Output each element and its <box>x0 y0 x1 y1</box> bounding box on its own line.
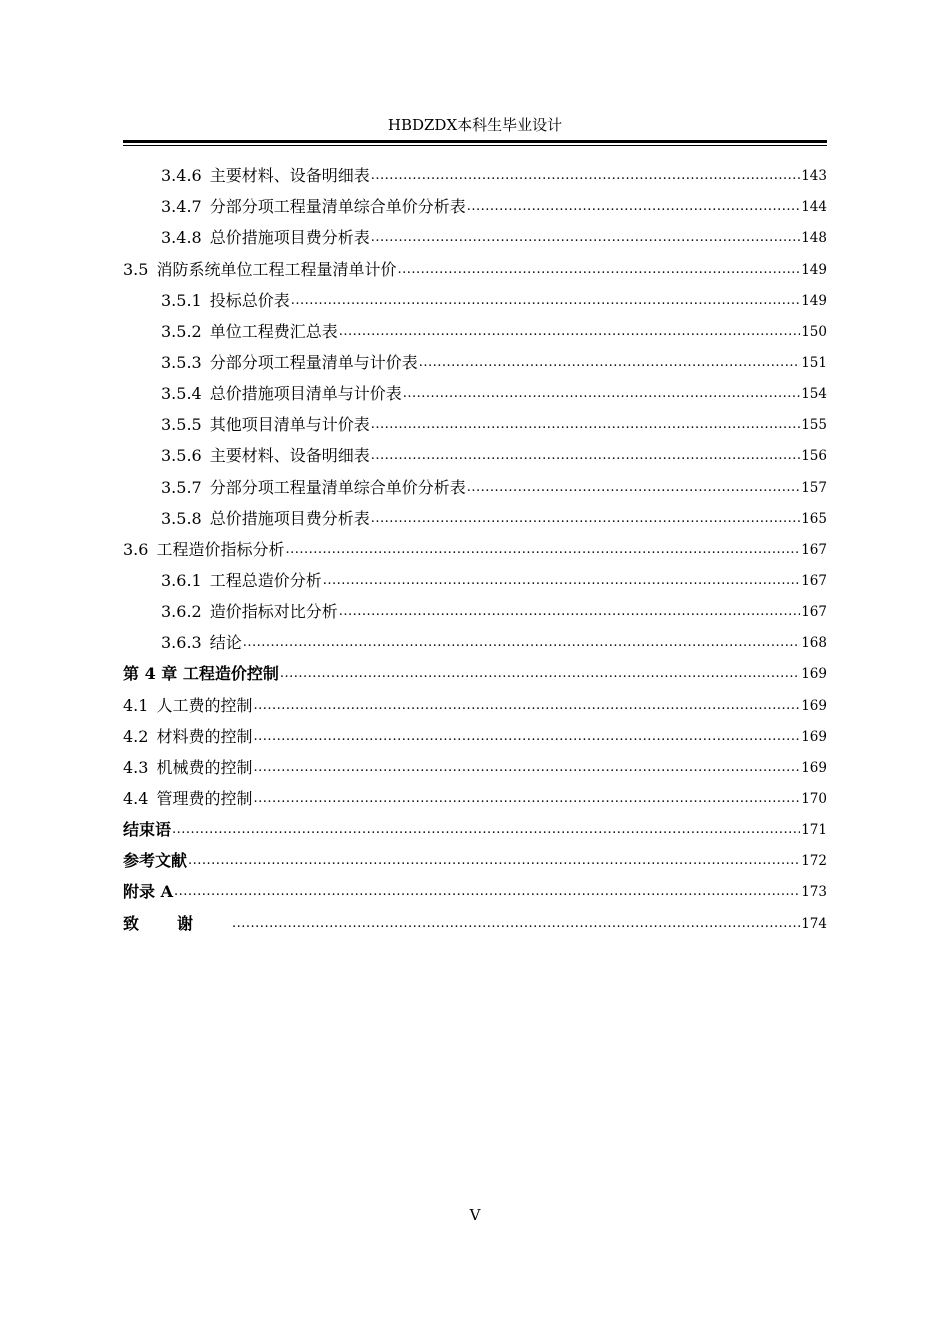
toc-entry[interactable] <box>123 747 827 778</box>
toc-entry[interactable] <box>123 622 827 653</box>
toc-entry-number: 4.3 <box>123 757 149 777</box>
page-number: V <box>469 1206 481 1224</box>
dot-leader <box>243 633 800 653</box>
toc-entry[interactable] <box>123 342 827 373</box>
toc-entry-number: 4.2 <box>123 726 149 746</box>
toc-entry-title: 分部分项工程量清单与计价表 <box>209 352 418 372</box>
toc-entry-number: 3.4.6 <box>161 166 202 186</box>
toc-entry-page: 167 <box>801 541 827 558</box>
dot-leader <box>188 851 800 871</box>
toc-entry-number: 3.4.7 <box>161 197 202 217</box>
toc-entry-title: 单位工程费汇总表 <box>209 321 338 341</box>
toc-entry[interactable] <box>123 466 827 497</box>
toc-entry[interactable] <box>123 155 827 186</box>
toc-entry-page: 155 <box>801 417 827 434</box>
toc-entry-page: 173 <box>801 884 827 901</box>
toc-entry-title: 材料费的控制 <box>156 726 253 746</box>
toc-entry-title: 第 4 章 工程造价控制 <box>123 664 279 684</box>
toc-entry-number: 3.5.7 <box>161 477 202 497</box>
toc-entry-page: 148 <box>801 230 827 247</box>
toc-entry[interactable] <box>123 591 827 622</box>
dot-leader <box>174 882 800 902</box>
toc-entry-page: 151 <box>801 354 827 371</box>
toc-entry-number: 3.5.6 <box>161 446 202 466</box>
header-rule-thin <box>123 145 827 146</box>
toc-entry-title: 工程造价指标分析 <box>156 539 285 559</box>
toc-entry[interactable] <box>123 840 827 871</box>
dot-leader <box>253 727 800 747</box>
toc-entry-page: 149 <box>801 261 827 278</box>
dot-leader <box>397 260 800 280</box>
toc-entry-number: 3.5.1 <box>161 290 202 310</box>
dot-leader <box>371 166 800 186</box>
toc-entry-title: 总价措施项目费分析表 <box>209 228 370 248</box>
toc-entry-page: 167 <box>801 572 827 589</box>
toc-entry-page: 171 <box>801 822 827 839</box>
table-of-contents <box>123 155 827 934</box>
toc-entry-title: 结束语 <box>123 820 172 840</box>
toc-entry-title: 结论 <box>209 633 242 653</box>
header-rule-thick <box>123 140 827 143</box>
toc-entry-title: 消防系统单位工程工程量清单计价 <box>156 259 397 279</box>
dot-leader <box>280 664 800 684</box>
toc-entry-number: 3.6 <box>123 539 149 559</box>
toc-entry[interactable] <box>123 373 827 404</box>
toc-entry-title: 人工费的控制 <box>156 695 253 715</box>
toc-entry-page: 154 <box>801 386 827 403</box>
toc-entry-title: 致谢 <box>123 913 232 933</box>
toc-entry[interactable] <box>123 248 827 279</box>
toc-entry[interactable] <box>123 653 827 684</box>
toc-entry[interactable] <box>123 809 827 840</box>
toc-entry-number: 3.6.2 <box>161 602 202 622</box>
toc-entry-title: 投标总价表 <box>209 290 290 310</box>
toc-entry-title: 总价措施项目清单与计价表 <box>209 384 402 404</box>
toc-entry[interactable] <box>123 778 827 809</box>
dot-leader <box>467 197 800 217</box>
toc-entry[interactable] <box>123 871 827 902</box>
toc-entry[interactable] <box>123 498 827 529</box>
toc-entry-page: 168 <box>801 635 827 652</box>
toc-entry[interactable] <box>123 404 827 435</box>
toc-entry[interactable] <box>123 217 827 248</box>
dot-leader <box>232 914 800 934</box>
toc-entry[interactable] <box>123 311 827 342</box>
toc-entry-page: 172 <box>801 853 827 870</box>
toc-entry-number: 3.6.1 <box>161 570 202 590</box>
dot-leader <box>419 353 800 373</box>
toc-entry[interactable] <box>123 716 827 747</box>
toc-entry[interactable] <box>123 902 827 933</box>
toc-entry-number: 3.5 <box>123 259 149 279</box>
toc-entry-page: 169 <box>801 728 827 745</box>
toc-entry-title: 工程总造价分析 <box>209 570 322 590</box>
dot-leader <box>371 415 800 435</box>
toc-entry-number: 3.5.8 <box>161 508 202 528</box>
dot-leader <box>339 602 800 622</box>
toc-entry-title: 主要材料、设备明细表 <box>209 166 370 186</box>
toc-entry[interactable] <box>123 280 827 311</box>
toc-entry-page: 167 <box>801 604 827 621</box>
toc-entry-page: 169 <box>801 666 827 683</box>
toc-entry-page: 165 <box>801 510 827 527</box>
toc-entry-title: 总价措施项目费分析表 <box>209 508 370 528</box>
toc-entry-number: 3.4.8 <box>161 228 202 248</box>
dot-leader <box>253 696 800 716</box>
toc-entry-title: 管理费的控制 <box>156 788 253 808</box>
toc-entry-page: 157 <box>801 479 827 496</box>
toc-entry-page: 170 <box>801 790 827 807</box>
running-header: HBDZDX本科生毕业设计 <box>387 116 563 134</box>
toc-entry[interactable] <box>123 186 827 217</box>
toc-entry-page: 156 <box>801 448 827 465</box>
dot-leader <box>253 758 800 778</box>
toc-entry-page: 144 <box>801 199 827 216</box>
toc-entry-title: 附录 A <box>123 882 173 902</box>
toc-entry-title: 分部分项工程量清单综合单价分析表 <box>209 477 466 497</box>
toc-entry-title: 参考文献 <box>123 851 188 871</box>
toc-entry-title: 主要材料、设备明细表 <box>209 446 370 466</box>
dot-leader <box>403 384 800 404</box>
toc-entry-title: 机械费的控制 <box>156 757 253 777</box>
dot-leader <box>371 228 800 248</box>
toc-entry-number: 3.5.5 <box>161 415 202 435</box>
dot-leader <box>371 509 800 529</box>
dot-leader <box>291 291 800 311</box>
toc-entry-number: 4.4 <box>123 788 149 808</box>
toc-entry[interactable] <box>123 529 827 560</box>
toc-entry-number: 3.5.4 <box>161 384 202 404</box>
toc-entry-title: 造价指标对比分析 <box>209 602 338 622</box>
toc-entry-number: 3.6.3 <box>161 633 202 653</box>
dot-leader <box>467 478 800 498</box>
toc-entry-number: 3.5.3 <box>161 352 202 372</box>
toc-entry-number: 4.1 <box>123 695 149 715</box>
dot-leader <box>371 446 800 466</box>
toc-entry-number: 3.5.2 <box>161 321 202 341</box>
toc-entry-page: 149 <box>801 292 827 309</box>
toc-entry-page: 169 <box>801 697 827 714</box>
dot-leader <box>339 322 800 342</box>
toc-entry[interactable] <box>123 560 827 591</box>
dot-leader <box>323 571 800 591</box>
dot-leader <box>253 789 800 809</box>
toc-entry-page: 174 <box>801 915 827 932</box>
toc-entry[interactable] <box>123 435 827 466</box>
dot-leader <box>285 540 800 560</box>
toc-entry-page: 169 <box>801 759 827 776</box>
dot-leader <box>172 820 800 840</box>
toc-entry-page: 150 <box>801 323 827 340</box>
toc-entry-page: 143 <box>801 168 827 185</box>
toc-entry-title: 分部分项工程量清单综合单价分析表 <box>209 197 466 217</box>
toc-entry[interactable] <box>123 684 827 715</box>
toc-entry-title: 其他项目清单与计价表 <box>209 415 370 435</box>
